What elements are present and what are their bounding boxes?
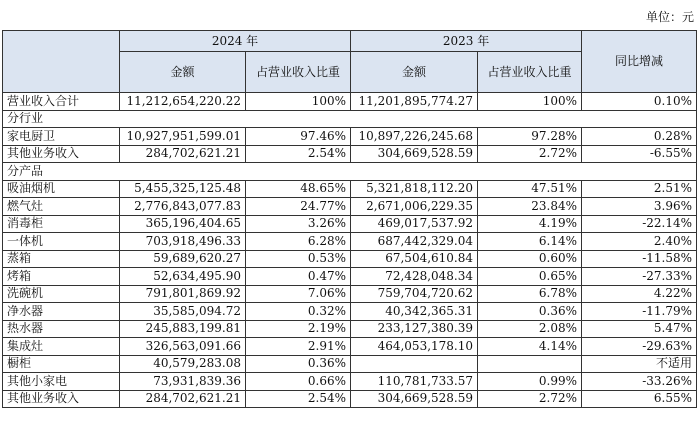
row-amount-2023: 304,669,528.59 — [351, 390, 478, 408]
row-ratio-2023: 97.28% — [478, 128, 582, 146]
row-yoy: 5.47% — [582, 320, 697, 338]
row-ratio-2024: 0.36% — [246, 355, 351, 373]
row-label: 家电厨卫 — [3, 128, 120, 146]
row-yoy: 2.40% — [582, 233, 697, 251]
table-row — [3, 320, 697, 338]
table-row — [3, 215, 697, 233]
total-label: 营业收入合计 — [3, 93, 120, 111]
total-ratio-2023: 100% — [478, 93, 582, 111]
row-ratio-2023: 2.08% — [478, 320, 582, 338]
row-ratio-2023: 2.72% — [478, 390, 582, 408]
table-row — [3, 233, 697, 251]
section-label-industry: 分行业 — [3, 110, 697, 128]
header-ratio-2024: 占营业收入比重 — [246, 52, 351, 93]
header-ratio-2023: 占营业收入比重 — [478, 52, 582, 93]
row-ratio-2023: 23.84% — [478, 198, 582, 216]
row-amount-2023: 233,127,380.39 — [351, 320, 478, 338]
row-ratio-2024: 0.53% — [246, 250, 351, 268]
row-yoy: -27.33% — [582, 268, 697, 286]
row-ratio-2024: 2.54% — [246, 145, 351, 163]
table-row — [3, 338, 697, 356]
row-ratio-2023 — [478, 355, 582, 373]
row-label: 其他业务收入 — [3, 145, 120, 163]
row-amount-2024: 326,563,091.66 — [120, 338, 246, 356]
section-label-product: 分产品 — [3, 163, 697, 181]
row-label: 吸油烟机 — [3, 180, 120, 198]
row-yoy: -11.79% — [582, 303, 697, 321]
row-amount-2024: 284,702,621.21 — [120, 390, 246, 408]
row-ratio-2023: 2.72% — [478, 145, 582, 163]
row-ratio-2024: 2.54% — [246, 390, 351, 408]
header-row-years — [3, 31, 697, 52]
row-label: 一体机 — [3, 233, 120, 251]
unit-label: 单位：元 — [645, 10, 694, 24]
total-amount-2024: 11,212,654,220.22 — [120, 93, 246, 111]
row-ratio-2024: 48.65% — [246, 180, 351, 198]
row-ratio-2024: 2.91% — [246, 338, 351, 356]
row-amount-2023: 687,442,329.04 — [351, 233, 478, 251]
row-label: 净水器 — [3, 303, 120, 321]
row-ratio-2023: 0.60% — [478, 250, 582, 268]
row-amount-2023 — [351, 355, 478, 373]
row-amount-2024: 10,927,951,599.01 — [120, 128, 246, 146]
row-amount-2024: 284,702,621.21 — [120, 145, 246, 163]
row-ratio-2024: 0.66% — [246, 373, 351, 391]
table-row — [3, 390, 697, 408]
row-ratio-2023: 0.36% — [478, 303, 582, 321]
row-yoy: -6.55% — [582, 145, 697, 163]
table-row — [3, 128, 697, 146]
row-ratio-2023: 4.19% — [478, 215, 582, 233]
table-row — [3, 373, 697, 391]
row-amount-2023: 10,897,226,245.68 — [351, 128, 478, 146]
row-ratio-2024: 97.46% — [246, 128, 351, 146]
row-label: 蒸箱 — [3, 250, 120, 268]
row-yoy: 2.51% — [582, 180, 697, 198]
row-yoy: -33.26% — [582, 373, 697, 391]
table-row — [3, 285, 697, 303]
row-label: 橱柜 — [3, 355, 120, 373]
row-amount-2023: 2,671,006,229.35 — [351, 198, 478, 216]
header-blank — [3, 31, 120, 93]
row-label: 燃气灶 — [3, 198, 120, 216]
row-yoy: -11.58% — [582, 250, 697, 268]
row-amount-2023: 464,053,178.10 — [351, 338, 478, 356]
row-amount-2024: 5,455,325,125.48 — [120, 180, 246, 198]
row-amount-2024: 40,579,283.08 — [120, 355, 246, 373]
row-ratio-2023: 6.14% — [478, 233, 582, 251]
header-amount-2024: 金额 — [120, 52, 246, 93]
revenue-table — [2, 30, 697, 408]
header-2024: 2024 年 — [120, 31, 351, 52]
row-amount-2024: 52,634,495.90 — [120, 268, 246, 286]
row-amount-2024: 365,196,404.65 — [120, 215, 246, 233]
row-yoy: 4.22% — [582, 285, 697, 303]
table-row — [3, 198, 697, 216]
row-ratio-2024: 7.06% — [246, 285, 351, 303]
row-yoy: 6.55% — [582, 390, 697, 408]
row-ratio-2024: 24.77% — [246, 198, 351, 216]
header-2023: 2023 年 — [351, 31, 582, 52]
row-label: 其他小家电 — [3, 373, 120, 391]
total-ratio-2024: 100% — [246, 93, 351, 111]
row-amount-2024: 73,931,839.36 — [120, 373, 246, 391]
row-amount-2023: 40,342,365.31 — [351, 303, 478, 321]
row-yoy: 不适用 — [582, 355, 697, 373]
table-row — [3, 355, 697, 373]
row-ratio-2024: 6.28% — [246, 233, 351, 251]
total-row — [3, 93, 697, 111]
table-row — [3, 145, 697, 163]
row-amount-2023: 72,428,048.34 — [351, 268, 478, 286]
row-ratio-2024: 0.32% — [246, 303, 351, 321]
row-amount-2024: 791,801,869.92 — [120, 285, 246, 303]
row-amount-2023: 304,669,528.59 — [351, 145, 478, 163]
row-ratio-2023: 0.99% — [478, 373, 582, 391]
total-yoy: 0.10% — [582, 93, 697, 111]
row-ratio-2023: 4.14% — [478, 338, 582, 356]
row-yoy: -22.14% — [582, 215, 697, 233]
row-amount-2024: 245,883,199.81 — [120, 320, 246, 338]
total-amount-2023: 11,201,895,774.27 — [351, 93, 478, 111]
row-label: 热水器 — [3, 320, 120, 338]
table-row — [3, 180, 697, 198]
row-label: 消毒柜 — [3, 215, 120, 233]
row-yoy: -29.63% — [582, 338, 697, 356]
row-label: 集成灶 — [3, 338, 120, 356]
section-row-product — [3, 163, 697, 181]
row-ratio-2024: 3.26% — [246, 215, 351, 233]
row-ratio-2023: 47.51% — [478, 180, 582, 198]
row-ratio-2024: 2.19% — [246, 320, 351, 338]
row-label: 其他业务收入 — [3, 390, 120, 408]
row-yoy: 3.96% — [582, 198, 697, 216]
row-amount-2024: 703,918,496.33 — [120, 233, 246, 251]
row-amount-2024: 59,689,620.27 — [120, 250, 246, 268]
header-amount-2023: 金额 — [351, 52, 478, 93]
row-amount-2023: 469,017,537.92 — [351, 215, 478, 233]
row-amount-2023: 5,321,818,112.20 — [351, 180, 478, 198]
row-label: 烤箱 — [3, 268, 120, 286]
row-amount-2023: 759,704,720.62 — [351, 285, 478, 303]
row-label: 洗碗机 — [3, 285, 120, 303]
row-amount-2023: 67,504,610.84 — [351, 250, 478, 268]
table-row — [3, 303, 697, 321]
table-row — [3, 268, 697, 286]
header-yoy: 同比增减 — [582, 31, 697, 93]
table-row — [3, 250, 697, 268]
row-amount-2024: 35,585,094.72 — [120, 303, 246, 321]
row-amount-2024: 2,776,843,077.83 — [120, 198, 246, 216]
row-ratio-2024: 0.47% — [246, 268, 351, 286]
row-yoy: 0.28% — [582, 128, 697, 146]
row-ratio-2023: 0.65% — [478, 268, 582, 286]
section-row-industry — [3, 110, 697, 128]
row-amount-2023: 110,781,733.57 — [351, 373, 478, 391]
row-ratio-2023: 6.78% — [478, 285, 582, 303]
